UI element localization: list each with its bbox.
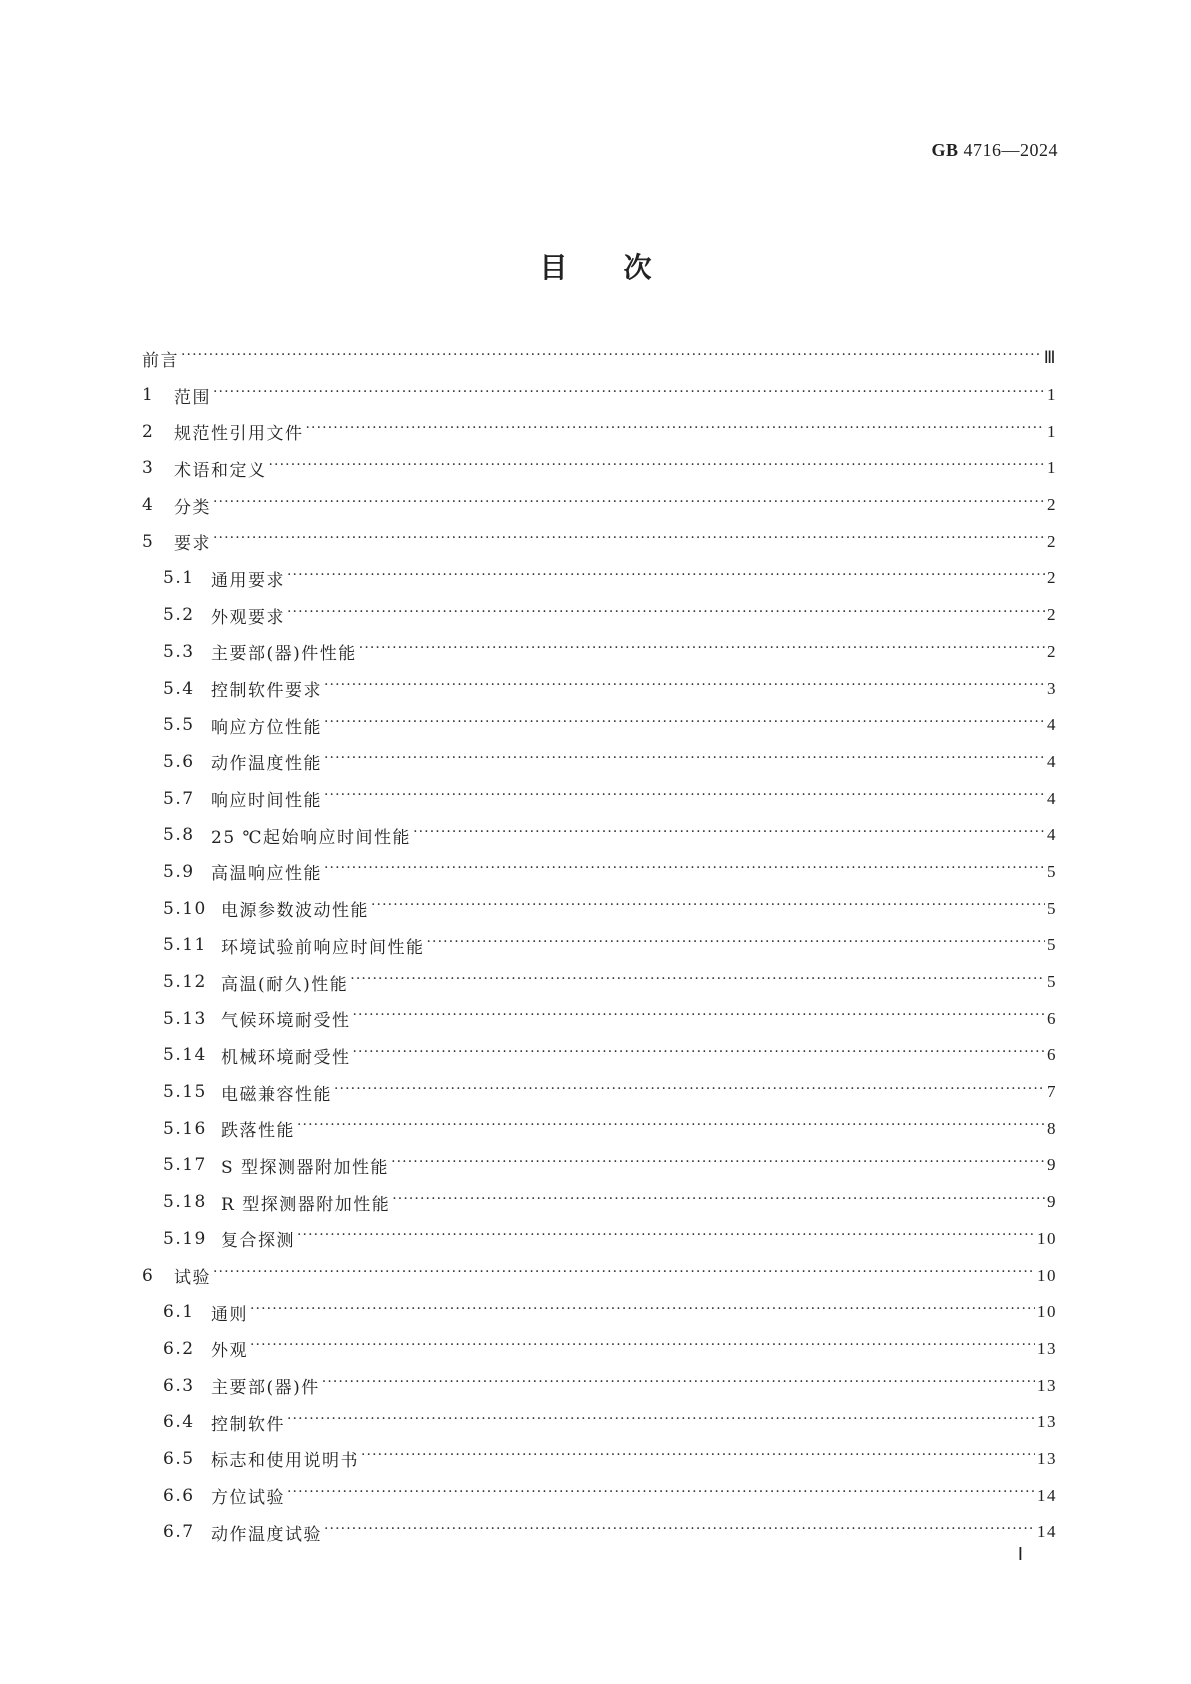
toc-entry[interactable]	[142, 1184, 1057, 1221]
toc-dot-leader	[213, 1267, 1035, 1284]
toc-entry[interactable]	[142, 1404, 1057, 1441]
toc-dot-leader	[350, 974, 1045, 991]
toc-entry[interactable]	[142, 1367, 1057, 1404]
toc-entry[interactable]	[142, 1221, 1057, 1258]
toc-entry-number: 5.5	[163, 715, 195, 736]
toc-entry-title: 前言	[142, 350, 179, 371]
toc-dot-leader	[324, 753, 1045, 770]
toc-entry[interactable]	[142, 964, 1057, 1001]
toc-entry-title: 气候环境耐受性	[221, 1011, 351, 1032]
toc-entry-title: 高温(耐久)性能	[221, 974, 349, 995]
toc-entry-page: Ⅲ	[1043, 348, 1057, 368]
table-of-contents	[142, 340, 1057, 1551]
toc-dot-leader	[297, 1120, 1045, 1137]
toc-dot-leader	[324, 863, 1045, 880]
toc-dot-leader	[213, 533, 1045, 550]
toc-entry-title: 动作温度性能	[211, 754, 322, 775]
toc-entry-page: 1	[1047, 385, 1057, 405]
toc-dot-leader	[250, 1340, 1035, 1357]
toc-dot-leader	[287, 607, 1045, 624]
toc-entry[interactable]	[142, 744, 1057, 781]
toc-entry[interactable]	[142, 780, 1057, 817]
toc-entry-page: 13	[1037, 1375, 1057, 1395]
toc-entry[interactable]	[142, 1257, 1057, 1294]
toc-dot-leader	[287, 570, 1045, 587]
toc-entry-page: 4	[1047, 825, 1057, 845]
toc-entry-title: 25 ℃起始响应时间性能	[211, 827, 412, 848]
toc-entry-number: 6.5	[163, 1448, 195, 1469]
toc-entry-title: 外观	[211, 1341, 248, 1362]
toc-entry-title: 复合探测	[221, 1231, 295, 1252]
toc-dot-leader	[322, 1377, 1035, 1394]
toc-entry-page: 8	[1047, 1118, 1057, 1138]
toc-entry-number: 5	[142, 531, 155, 552]
toc-entry-number: 6.2	[163, 1338, 195, 1359]
toc-entry-title: 控制软件	[211, 1414, 285, 1435]
toc-entry[interactable]	[142, 634, 1057, 671]
toc-dot-leader	[353, 1010, 1046, 1027]
toc-entry[interactable]	[142, 670, 1057, 707]
toc-entry-title: 范围	[174, 387, 211, 408]
toc-entry-title: 主要部(器)件	[211, 1378, 320, 1399]
toc-entry[interactable]	[142, 377, 1057, 414]
toc-entry-title: 方位试验	[211, 1488, 285, 1509]
toc-dot-leader	[334, 1084, 1045, 1101]
toc-entry-number: 5.7	[163, 788, 195, 809]
toc-entry-page: 9	[1047, 1155, 1057, 1175]
toc-entry-title: 主要部(器)件性能	[211, 644, 357, 665]
toc-entry[interactable]	[142, 817, 1057, 854]
toc-dot-leader	[427, 937, 1046, 954]
toc-entry-page: 5	[1047, 972, 1057, 992]
toc-entry[interactable]	[142, 1331, 1057, 1368]
toc-entry-page: 4	[1047, 788, 1057, 808]
toc-entry-number: 5.4	[163, 678, 195, 699]
toc-entry[interactable]	[142, 340, 1057, 377]
toc-entry[interactable]	[142, 927, 1057, 964]
toc-entry-page: 3	[1047, 678, 1057, 698]
toc-entry-number: 5.11	[163, 935, 207, 956]
toc-dot-leader	[269, 460, 1046, 477]
toc-entry-page: 14	[1037, 1522, 1057, 1542]
toc-entry-page: 2	[1047, 495, 1057, 515]
toc-entry[interactable]	[142, 560, 1057, 597]
toc-entry-number: 2	[142, 421, 155, 442]
toc-entry-title: 电磁兼容性能	[221, 1084, 332, 1105]
toc-entry-page: 2	[1047, 641, 1057, 661]
toc-entry[interactable]	[142, 854, 1057, 891]
toc-dot-leader	[213, 497, 1045, 514]
toc-dot-leader	[353, 1047, 1046, 1064]
toc-entry-page: 13	[1037, 1338, 1057, 1358]
toc-entry-title: 环境试验前响应时间性能	[221, 937, 425, 958]
standard-number	[931, 140, 1058, 161]
toc-dot-leader	[324, 680, 1045, 697]
toc-dot-leader	[324, 1524, 1035, 1541]
toc-entry-number: 5.2	[163, 605, 195, 626]
toc-entry-page: 13	[1037, 1448, 1057, 1468]
toc-entry[interactable]	[142, 1477, 1057, 1514]
toc-entry-page: 6	[1047, 1008, 1057, 1028]
toc-entry-title: 分类	[174, 497, 211, 518]
toc-entry-number: 5.9	[163, 861, 195, 882]
toc-entry[interactable]	[142, 1514, 1057, 1551]
toc-entry-page: 14	[1037, 1485, 1057, 1505]
toc-entry[interactable]	[142, 487, 1057, 524]
toc-entry-number: 5.17	[163, 1155, 207, 1176]
toc-entry-page: 2	[1047, 605, 1057, 625]
toc-entry-number: 1	[142, 385, 155, 406]
toc-entry-title: 通用要求	[211, 570, 285, 591]
toc-entry-page: 7	[1047, 1082, 1057, 1102]
standard-prefix: GB	[931, 140, 959, 160]
toc-entry-number: 5.6	[163, 751, 195, 772]
toc-entry-page: 2	[1047, 531, 1057, 551]
toc-entry-number: 6.3	[163, 1375, 195, 1396]
toc-entry-number: 6.1	[163, 1302, 195, 1323]
page-number: Ⅰ	[1017, 1544, 1023, 1564]
toc-entry[interactable]	[142, 1441, 1057, 1478]
toc-entry-title: 机械环境耐受性	[221, 1047, 351, 1068]
toc-entry-title: 要求	[174, 534, 211, 555]
toc-entry-title: R 型探测器附加性能	[221, 1194, 391, 1215]
toc-entry-number: 5.13	[163, 1008, 207, 1029]
toc-entry-page: 5	[1047, 935, 1057, 955]
toc-entry-number: 6.7	[163, 1522, 195, 1543]
toc-dot-leader	[371, 900, 1045, 917]
toc-entry-title: 跌落性能	[221, 1121, 295, 1142]
page-title: 目次	[539, 251, 708, 284]
toc-entry-page: 10	[1037, 1302, 1057, 1322]
toc-entry-number: 5.10	[163, 898, 207, 919]
toc-entry-page: 4	[1047, 715, 1057, 735]
toc-entry[interactable]	[142, 1294, 1057, 1331]
toc-entry-number: 5.14	[163, 1045, 207, 1066]
toc-entry[interactable]	[142, 1000, 1057, 1037]
toc-entry-number: 5.3	[163, 641, 195, 662]
toc-dot-leader	[361, 1450, 1035, 1467]
toc-dot-leader	[213, 387, 1045, 404]
toc-dot-leader	[287, 1487, 1035, 1504]
toc-entry-number: 3	[142, 458, 155, 479]
toc-entry-title: 试验	[174, 1268, 211, 1289]
toc-entry[interactable]	[142, 1147, 1057, 1184]
toc-entry-page: 6	[1047, 1045, 1057, 1065]
toc-entry-title: 控制软件要求	[211, 681, 322, 702]
toc-entry-number: 5.1	[163, 568, 195, 589]
toc-entry-title: 响应时间性能	[211, 791, 322, 812]
toc-entry-page: 5	[1047, 861, 1057, 881]
toc-entry-page: 10	[1037, 1228, 1057, 1248]
toc-entry[interactable]	[142, 597, 1057, 634]
toc-dot-leader	[413, 827, 1045, 844]
toc-entry[interactable]	[142, 413, 1057, 450]
toc-dot-leader	[306, 423, 1046, 440]
toc-entry-page: 9	[1047, 1192, 1057, 1212]
toc-entry-page: 2	[1047, 568, 1057, 588]
toc-entry-number: 5.15	[163, 1082, 207, 1103]
toc-entry-page: 1	[1047, 458, 1057, 478]
toc-dot-leader	[181, 350, 1042, 367]
toc-entry-number: 5.19	[163, 1228, 207, 1249]
toc-dot-leader	[392, 1194, 1045, 1211]
toc-entry-title: 规范性引用文件	[174, 424, 304, 445]
toc-entry-title: 标志和使用说明书	[211, 1451, 359, 1472]
toc-entry-page: 5	[1047, 898, 1057, 918]
toc-entry[interactable]	[142, 1110, 1057, 1147]
toc-entry-page: 13	[1037, 1412, 1057, 1432]
toc-entry-page: 1	[1047, 421, 1057, 441]
toc-entry-number: 5.18	[163, 1192, 207, 1213]
toc-entry-title: 通则	[211, 1304, 248, 1325]
toc-entry[interactable]	[142, 1037, 1057, 1074]
toc-entry[interactable]	[142, 1074, 1057, 1111]
toc-entry-title: 响应方位性能	[211, 717, 322, 738]
toc-entry-number: 5.8	[163, 825, 195, 846]
toc-entry-number: 5.16	[163, 1118, 207, 1139]
toc-entry-page: 4	[1047, 751, 1057, 771]
toc-dot-leader	[359, 643, 1045, 660]
toc-entry-title: S 型探测器附加性能	[221, 1157, 390, 1178]
toc-entry-number: 5.12	[163, 972, 207, 993]
toc-entry[interactable]	[142, 890, 1057, 927]
toc-entry-number: 6.6	[163, 1485, 195, 1506]
toc-dot-leader	[324, 790, 1045, 807]
toc-entry-title: 电源参数波动性能	[221, 901, 369, 922]
toc-entry-number: 4	[142, 495, 155, 516]
standard-code: 4716—2024	[963, 140, 1058, 160]
toc-dot-leader	[250, 1304, 1035, 1321]
toc-entry-title: 动作温度试验	[211, 1524, 322, 1545]
toc-dot-leader	[297, 1230, 1035, 1247]
toc-entry[interactable]	[142, 450, 1057, 487]
toc-dot-leader	[324, 717, 1045, 734]
toc-entry-number: 6.4	[163, 1412, 195, 1433]
toc-dot-leader	[391, 1157, 1045, 1174]
toc-entry[interactable]	[142, 523, 1057, 560]
toc-dot-leader	[287, 1414, 1035, 1431]
toc-entry[interactable]	[142, 707, 1057, 744]
toc-entry-number: 6	[142, 1265, 155, 1286]
toc-entry-title: 高温响应性能	[211, 864, 322, 885]
toc-entry-title: 外观要求	[211, 607, 285, 628]
toc-entry-page: 10	[1037, 1265, 1057, 1285]
toc-entry-title: 术语和定义	[174, 460, 267, 481]
